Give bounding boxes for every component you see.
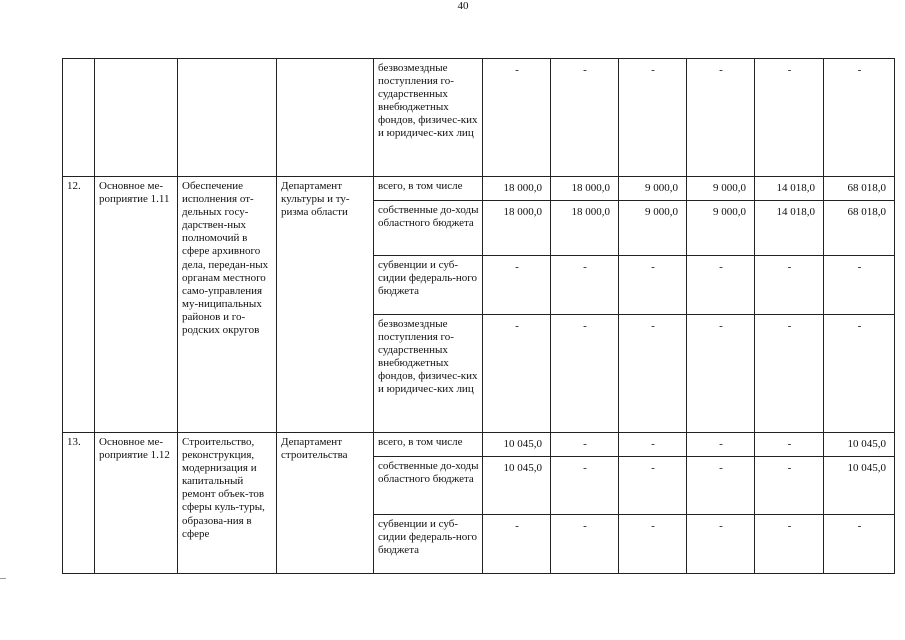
value-cell: - bbox=[619, 256, 687, 315]
value-cell: - bbox=[551, 433, 619, 457]
executor-name: Департамент культуры и ту-ризма области bbox=[277, 177, 374, 433]
page-number: 40 bbox=[457, 0, 469, 12]
value-cell: - bbox=[755, 59, 824, 177]
source-cell: безвозмездные поступления го-сударственных внебюджетных фондов, физичес-ких и юридичес-ких лиц bbox=[374, 59, 483, 177]
value-cell: 10 045,0 bbox=[824, 457, 895, 515]
value-cell: - bbox=[687, 59, 755, 177]
value-cell: 18 000,0 bbox=[551, 201, 619, 256]
value-cell: - bbox=[619, 457, 687, 515]
value-cell: - bbox=[551, 315, 619, 433]
value-cell: 18 000,0 bbox=[551, 177, 619, 201]
value-cell: 10 045,0 bbox=[483, 433, 551, 457]
value-cell: - bbox=[483, 256, 551, 315]
value-cell: - bbox=[687, 433, 755, 457]
value-cell: - bbox=[687, 256, 755, 315]
value-cell: - bbox=[687, 315, 755, 433]
source-cell: субвенции и суб-сидии федераль-ного бюджета bbox=[374, 256, 483, 315]
value-cell: - bbox=[483, 59, 551, 177]
value-cell: - bbox=[755, 457, 824, 515]
value-cell: - bbox=[551, 256, 619, 315]
value-cell: - bbox=[483, 315, 551, 433]
executor-name: Департамент строительства bbox=[277, 433, 374, 574]
value-cell: - bbox=[687, 515, 755, 574]
empty-cell bbox=[95, 59, 178, 177]
table-row bbox=[63, 59, 895, 177]
row-number: 12. bbox=[63, 177, 95, 433]
budget-table bbox=[62, 58, 895, 574]
source-cell: всего, в том числе bbox=[374, 433, 483, 457]
value-cell: 10 045,0 bbox=[483, 457, 551, 515]
row-number: 13. bbox=[63, 433, 95, 574]
empty-cell bbox=[178, 59, 277, 177]
value-cell: - bbox=[551, 59, 619, 177]
value-cell: 9 000,0 bbox=[619, 177, 687, 201]
value-cell: 68 018,0 bbox=[824, 201, 895, 256]
value-cell: 10 045,0 bbox=[824, 433, 895, 457]
value-cell: 18 000,0 bbox=[483, 177, 551, 201]
value-cell: 9 000,0 bbox=[687, 201, 755, 256]
source-cell: собственные до-ходы областного бюджета bbox=[374, 457, 483, 515]
value-cell: 9 000,0 bbox=[619, 201, 687, 256]
value-cell: - bbox=[619, 433, 687, 457]
value-cell: - bbox=[755, 256, 824, 315]
table-body bbox=[63, 59, 895, 574]
source-cell: безвозмездные поступления го-сударственных внебюджетных фондов, физичес-ких и юридичес-ких лиц bbox=[374, 315, 483, 433]
table-row bbox=[63, 177, 895, 201]
value-cell: - bbox=[619, 315, 687, 433]
value-cell: 68 018,0 bbox=[824, 177, 895, 201]
value-cell: - bbox=[824, 515, 895, 574]
value-cell: - bbox=[755, 315, 824, 433]
activity-name: Обеспечение исполнения от-дельных госу-дарствен-ных полномочий в сфере архивного дела, передан-ных органам местного само-управления му-ниципальных районов и го-родских округов bbox=[178, 177, 277, 433]
value-cell: - bbox=[619, 515, 687, 574]
value-cell: - bbox=[824, 315, 895, 433]
source-cell: субвенции и суб-сидии федераль-ного бюджета bbox=[374, 515, 483, 574]
activity-type: Основное ме-роприятие 1.11 bbox=[95, 177, 178, 433]
source-cell: собственные до-ходы областного бюджета bbox=[374, 201, 483, 256]
value-cell: - bbox=[551, 515, 619, 574]
table-row bbox=[63, 433, 895, 457]
value-cell: - bbox=[824, 256, 895, 315]
value-cell: 14 018,0 bbox=[755, 201, 824, 256]
value-cell: 9 000,0 bbox=[687, 177, 755, 201]
activity-type: Основное ме-роприятие 1.12 bbox=[95, 433, 178, 574]
value-cell: 18 000,0 bbox=[483, 201, 551, 256]
scan-edge-mark bbox=[0, 578, 6, 579]
value-cell: - bbox=[755, 433, 824, 457]
value-cell: - bbox=[824, 59, 895, 177]
value-cell: 14 018,0 bbox=[755, 177, 824, 201]
activity-name: Строительство, реконструкция, модернизация и капитальный ремонт объек-тов сферы куль-туры, образова-ния в сфере bbox=[178, 433, 277, 574]
value-cell: - bbox=[483, 515, 551, 574]
source-cell: всего, в том числе bbox=[374, 177, 483, 201]
empty-cell bbox=[277, 59, 374, 177]
value-cell: - bbox=[551, 457, 619, 515]
value-cell: - bbox=[687, 457, 755, 515]
empty-cell bbox=[63, 59, 95, 177]
value-cell: - bbox=[755, 515, 824, 574]
value-cell: - bbox=[619, 59, 687, 177]
